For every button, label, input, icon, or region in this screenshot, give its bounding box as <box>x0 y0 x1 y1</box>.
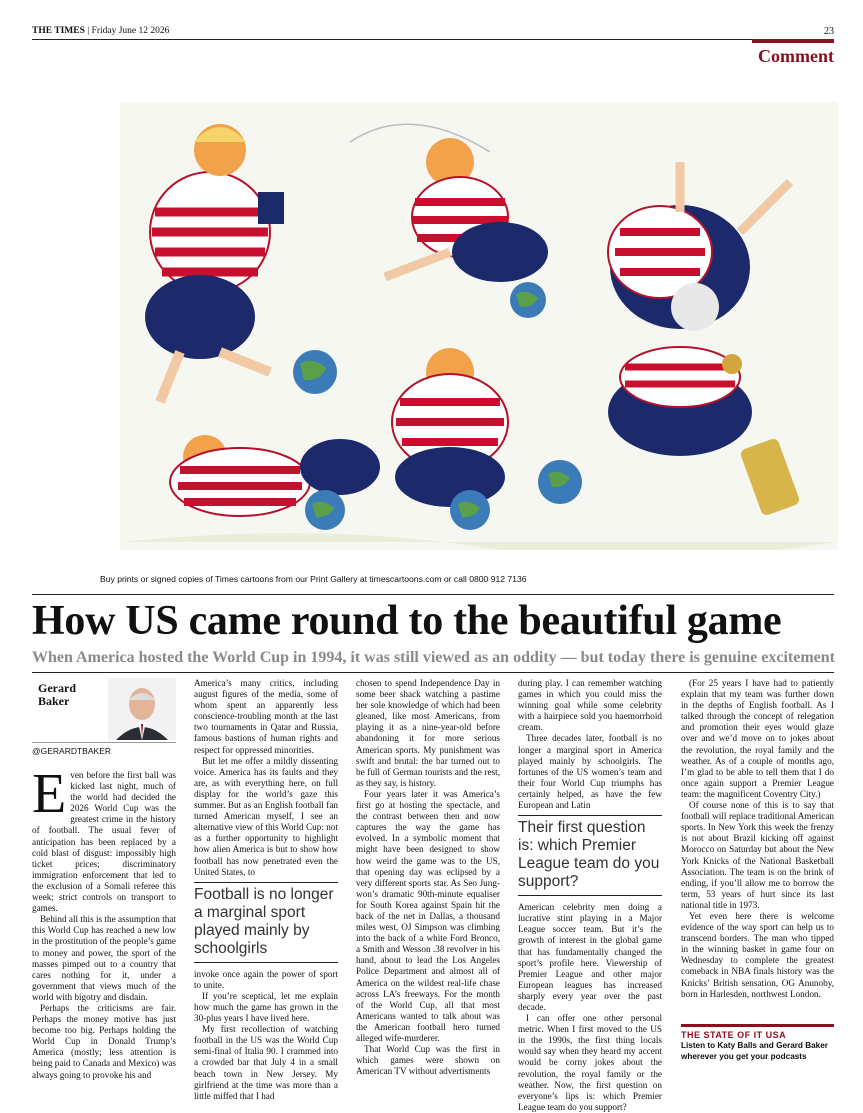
paragraph: My first recollection of watching football in the US was the World Cup semi-final of Italia 90. I crammed into a crowded bar that July 4 in a small beach town in New Jersey. My girlfriend at the time was more than a little miffed that I had <box>194 1024 338 1101</box>
paragraph: Perhaps the criticisms are fair. Perhaps the money motive has just become too big. Perhaps holding the World Cup in Donald Trump’s America (mostly; less attention is being paid to Canada and Mexico) was always going to provoke his and <box>32 1002 176 1080</box>
paragraph: Four years later it was America’s first go at hosting the spectacle, and the contrast between then and now captures the way the game has evolved. In a symbolic moment that might have been designed to show how weird the game was to the US, that opening day was eclipsed by a very different sports star. As Seo Jung-won’s dramatic 90th-minute equaliser for South Korea against Spain hit the back of the net in Dallas, a thousand miles west, OJ Simpson was climbing into the back of a white Ford Bronco, a Smith and Wesson .38 revolver in his hand, about to lead the Los Angeles Police Department and almost all of America on the wildest real-life chase across LA’s freeways. For the month of the World Cup, all that most Americans wanted to talk about was the American football hero turned alleged wife-murderer. <box>356 788 500 1043</box>
paragraph-text: ven before the first ball was kicked last night, much of the world had decided the 2026 World Cup was the greatest crime in the history of football. The usual fever of anticipation has been replaced by a cold blast of disgust: impossibly high ticket prices; discriminatory immigration enforcement that led to the exclusion of a Somali referee this week; strict controls on transport to games. <box>32 770 176 914</box>
author-handle: @GERARDTBAKER <box>32 742 176 756</box>
page-number: 23 <box>824 26 834 37</box>
paragraph: chosen to spend Independence Day in some beer shack watching a pastime her sole knowledge of which had been gleaned, like most Americans, from playing it as a nine-year-old before abandoning it for more serious American sports. My punishment was swift and brutal: the bar turned out to be full of German tourists and the rest, as they say, is history. <box>356 678 500 788</box>
author-name <box>38 682 108 708</box>
promo-text: Listen to Katy Balls and Gerard Baker wherever you get your podcasts <box>681 1041 828 1061</box>
headline: How US came round to the beautiful game <box>32 598 782 644</box>
masthead <box>32 26 834 40</box>
cartoon-illustration <box>120 102 838 550</box>
paper-name: THE TIMES <box>32 26 85 36</box>
paragraph: If you’re sceptical, let me explain how much the game has grown in the 30-plus years I have lived here. <box>194 990 338 1024</box>
cartoon-drawing <box>120 102 838 550</box>
paragraph: American celebrity men doing a lucrative stint playing in a Major League soccer team. But it’s the growth of interest in the global game that has fundamentally changed the sport’s profile here. Viewership of Premier League and other major European leagues has increased sharply every year over the past decade. <box>518 902 662 1012</box>
paragraph: That World Cup was the first in which games were shown on American TV without advertisments <box>356 1044 500 1077</box>
paragraph: Behind all this is the assumption that this World Cup has reached a new low in the prostitution of the people’s game to money and power, the sport of the masses pimped out to a country that cares nothing for it, under a government that views much of the world with bigotry and disdain. <box>32 914 176 1002</box>
author-first: Gerard <box>38 681 76 695</box>
body-rule <box>32 672 834 673</box>
paragraph: Yet even here there is welcome evidence of the way sport can help us to transcend borders. The man who tipped in the winning basket in game four on Wednesday to complete the greatest comeback in NBA finals history was the Knicks’ British sensation, OG Anunoby, born in Harlesden, northwest London. <box>681 910 834 999</box>
paragraph: I can offer one other personal metric. When I first moved to the US in the 1990s, the first thing locals would say when they heard my accent would be corny jokes about the revolution, the royal family or the weather. Now, the first question on everyone’s lips is: which Premier League team do you support? <box>518 1013 662 1112</box>
paragraph: Three decades later, football is no longer a marginal sport in America played mainly by schoolgirls. The fortunes of the US women’s team and their four World Cup triumphs has certainly helped, as have the few European and Latin <box>518 733 662 811</box>
author-portrait <box>108 678 176 740</box>
article-column-2 <box>194 678 338 1102</box>
cartoon-caption: Buy prints or signed copies of Times cartoons from our Print Gallery at timescartoons.com or call 0800 912 7136 <box>100 574 527 584</box>
article-column-1 <box>32 763 176 1081</box>
section-bar <box>752 39 834 43</box>
pull-quote: Their first question is: which Premier League team do you support? <box>518 815 662 896</box>
top-rule <box>32 39 834 40</box>
paragraph: Of course none of this is to say that football will replace traditional American sports. In New York this week the frenzy is not about Brazil kicking off against Morocco on Saturday but about the New York Knicks of the National Basketball Association. The team is on the brink of ending, if you’ll allow me to borrow the term, 53 years of hurt since its last national title in 1973. <box>681 800 834 910</box>
article-column-5 <box>681 678 834 1000</box>
issue-date: Friday June 12 2026 <box>91 26 170 36</box>
masthead-left: THE TIMES | Friday June 12 2026 <box>32 26 170 36</box>
paragraph: America’s many critics, including august figures of the media, some of whom spent an apparently less conscience-troubling month at the last two tournaments in Qatar and Russia, famous bastions of human rights and respect for oppressed minorities. <box>194 678 338 755</box>
standfirst: When America hosted the World Cup in 1994, it was still viewed as an oddity — but today there is genuine excitement <box>32 649 835 666</box>
podcast-promo[interactable] <box>681 1024 834 1062</box>
article-column-3 <box>356 678 500 1077</box>
drop-cap: E <box>32 763 67 825</box>
paragraph: invoke once again the power of sport to unite. <box>194 968 338 990</box>
paragraph: But let me offer a mildly dissenting voice. America has its faults and they are, as with everything here, on full display for the world’s gaze this summer. But as an English football fan turned American myself, I see an alternative view of this World Cup: not as a further opportunity to highlight how alien America is but to show how football has now penetrated even the United States, to <box>194 755 338 877</box>
paragraph: (For 25 years I have had to patiently explain that my team was further down in the depths of English football. As I talked through the concept of relegation and promotion their eyes would glaze over and we’d move on to jokes about the revolution, the royal family and the weather. As of a couple of months ago, I’m glad to be able to tell them that I do once again support a Premier League team: the magnificent Coventry City.) <box>681 678 834 799</box>
article-column-4 <box>518 678 662 1113</box>
pull-quote: Football is no longer a marginal sport played mainly by schoolgirls <box>194 882 338 963</box>
promo-title: THE STATE OF IT USA <box>681 1030 787 1040</box>
author-last: Baker <box>38 694 70 708</box>
headline-rule <box>32 594 834 595</box>
section-label: Comment <box>758 46 834 66</box>
paragraph <box>32 763 176 914</box>
paragraph: during play. I can remember watching games in which you could miss the winning goal while some celebrity with a hairpiece sold you haemorrhoid cream. <box>518 678 662 733</box>
author-byline <box>32 678 176 740</box>
